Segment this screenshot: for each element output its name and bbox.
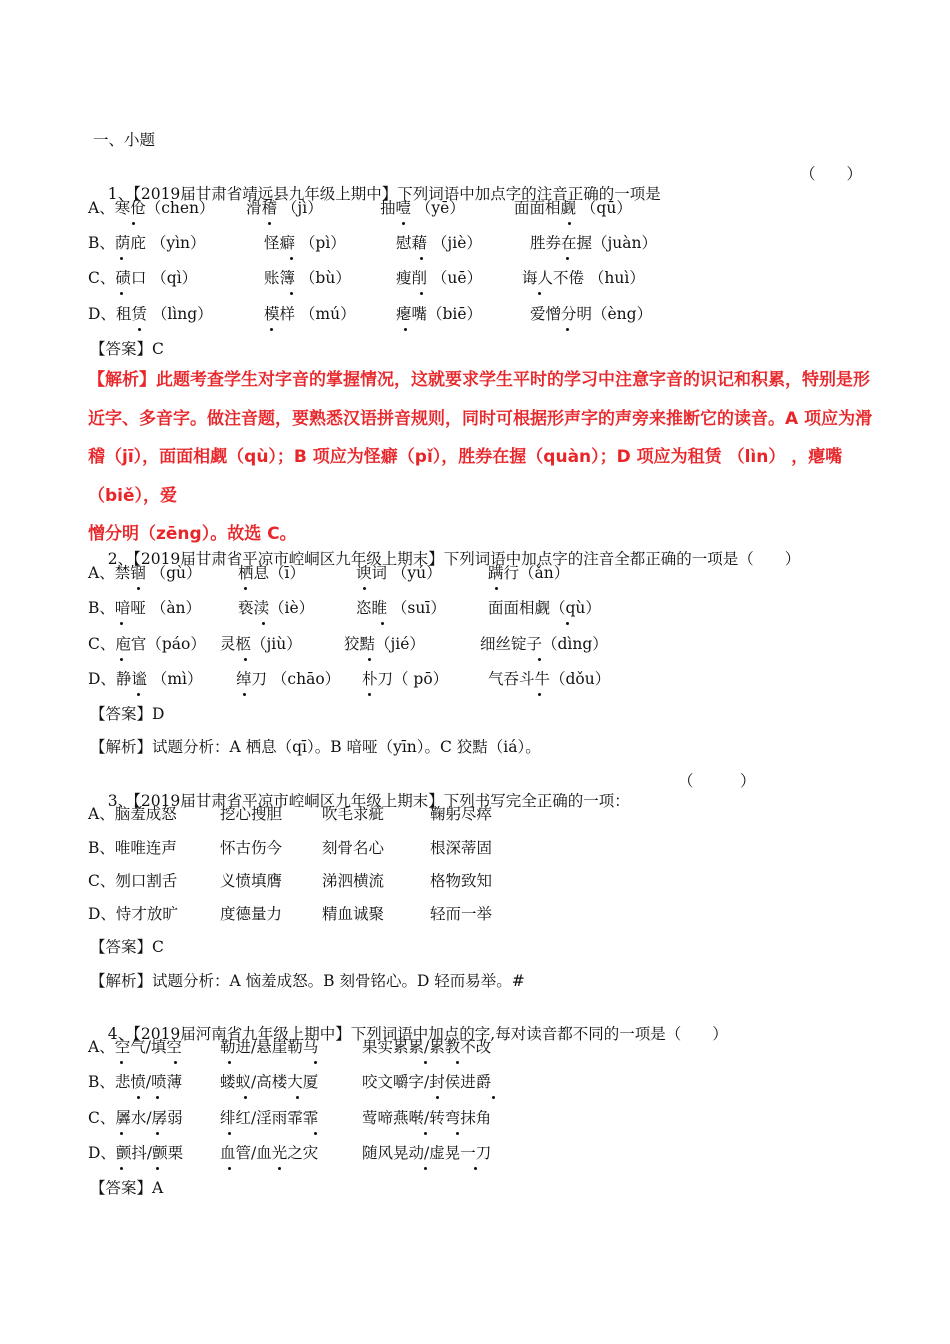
emphasis-dot bbox=[120, 658, 123, 661]
emphasis-dot bbox=[137, 587, 140, 590]
emphasis-dot bbox=[402, 222, 405, 225]
option-item: B、唯唯连声 bbox=[88, 839, 177, 857]
emphasis-dot bbox=[566, 328, 569, 331]
q3-option-c bbox=[88, 871, 868, 893]
option-item: 慰藉 （jiè） bbox=[396, 234, 482, 252]
emphasis-dot bbox=[268, 222, 271, 225]
option-item: 气吞斗牛（dǒu） bbox=[488, 670, 611, 688]
option-item: A、脑羞成怒 bbox=[88, 805, 177, 823]
emphasis-dot bbox=[314, 1061, 317, 1064]
question-source: 【2019届甘肃省平凉市崆峒区九年级上期末】 bbox=[133, 550, 444, 568]
option-item: 绰刀 （chāo） bbox=[236, 670, 341, 688]
emphasis-dot bbox=[137, 1096, 140, 1099]
emphasis-dot bbox=[156, 1167, 159, 1170]
emphasis-dot bbox=[436, 1096, 439, 1099]
option-item: 涕泗横流 bbox=[322, 872, 385, 890]
emphasis-dot bbox=[244, 587, 247, 590]
emphasis-dot bbox=[290, 257, 293, 260]
option-item: 谀词 （yú） bbox=[356, 564, 442, 582]
emphasis-dot bbox=[368, 693, 371, 696]
q1-analysis bbox=[88, 361, 878, 554]
q2-option-b bbox=[88, 598, 868, 620]
question-source: 【2019届甘肃省平凉市崆峒区九年级上期末】 bbox=[133, 792, 444, 810]
q4-option-d bbox=[88, 1143, 868, 1165]
emphasis-dot bbox=[404, 328, 407, 331]
option-item: D、租赁 （lìng） bbox=[88, 305, 213, 323]
emphasis-dot bbox=[568, 222, 571, 225]
emphasis-dot bbox=[270, 328, 273, 331]
q2-option-a bbox=[88, 563, 868, 585]
question-number: 3、 bbox=[107, 792, 134, 810]
option-item: 精血诚聚 bbox=[322, 905, 385, 923]
option-item: 怪癖 （pì） bbox=[264, 234, 346, 252]
option-item: 挖心搜胆 bbox=[220, 805, 283, 823]
question-source: 【2019届甘肃省靖远县九年级上期中】 bbox=[133, 185, 398, 203]
emphasis-dot bbox=[120, 1132, 123, 1135]
q1-option-c bbox=[88, 268, 868, 290]
option-item: 格物致知 bbox=[430, 872, 493, 890]
analysis-line: 憎分明（zēng）。故选 C。 bbox=[88, 524, 297, 544]
option-item: 细丝锭子（dìng） bbox=[480, 635, 608, 653]
emphasis-dot bbox=[566, 622, 569, 625]
emphasis-dot bbox=[424, 1132, 427, 1135]
option-item: 随风晃动/虚晃一刀 bbox=[362, 1144, 492, 1162]
emphasis-dot bbox=[262, 622, 265, 625]
emphasis-dot bbox=[456, 1132, 459, 1135]
emphasis-dot bbox=[120, 257, 123, 260]
q4-option-c bbox=[88, 1108, 868, 1130]
option-item: 瘪嘴（biē） bbox=[396, 305, 483, 323]
option-item: 滑稽 （jì） bbox=[246, 199, 323, 217]
emphasis-dot bbox=[120, 292, 123, 295]
option-item: 果实累累/累教不改 bbox=[362, 1038, 492, 1056]
emphasis-dot bbox=[538, 658, 541, 661]
option-item: 爱憎分明（èng） bbox=[530, 305, 653, 323]
emphasis-dot bbox=[228, 1167, 231, 1170]
emphasis-dot bbox=[424, 1061, 427, 1064]
emphasis-dot bbox=[296, 1096, 299, 1099]
emphasis-dot bbox=[456, 1061, 459, 1064]
question-source: 【2019届河南省九年级上期中】 bbox=[133, 1025, 351, 1043]
emphasis-dot bbox=[538, 693, 541, 696]
q1-option-d bbox=[88, 304, 868, 326]
option-item: 诲人不倦 （huì） bbox=[522, 269, 645, 287]
analysis-line: 【解析】此题考查学生对字音的掌握情况，这就要求学生平时的学习中注意字音的识记和积累，特别是形 bbox=[88, 370, 870, 390]
option-item: 蝼蚁/高楼大厦 bbox=[220, 1073, 319, 1091]
emphasis-dot bbox=[244, 1096, 247, 1099]
option-item: 刻骨名心 bbox=[322, 839, 385, 857]
question-number: 2、 bbox=[107, 550, 134, 568]
option-item: 胜券在握（juàn） bbox=[530, 234, 658, 252]
q2-option-d bbox=[88, 669, 868, 691]
emphasis-dot bbox=[290, 292, 293, 295]
option-item: 鞠躬尽瘁 bbox=[430, 805, 493, 823]
option-item: C、刎口割舌 bbox=[88, 872, 178, 890]
analysis-label: 【解析】 bbox=[88, 370, 156, 390]
option-item: 朴刀（ pō） bbox=[362, 670, 449, 688]
option-item: B、喑哑 （àn） bbox=[88, 599, 202, 617]
emphasis-dot bbox=[368, 658, 371, 661]
emphasis-dot bbox=[132, 222, 135, 225]
option-item: C、庖官（páo） bbox=[88, 635, 206, 653]
question-stem: 下列词语中加点的字,每对读音都不同的一项是（ ） bbox=[350, 1025, 728, 1043]
option-item: 勒进/悬崖勒马 bbox=[220, 1038, 319, 1056]
question-stem: 下列词语中加点字的注音正确的一项是 bbox=[397, 185, 661, 203]
emphasis-dot bbox=[278, 1167, 281, 1170]
question-number: 4、 bbox=[107, 1025, 134, 1043]
option-item: 模样 （mú） bbox=[264, 305, 356, 323]
answer-parentheses: （ ） bbox=[800, 165, 863, 183]
emphasis-dot bbox=[495, 587, 498, 590]
option-item: 绯红/淫雨霏霏 bbox=[220, 1109, 319, 1127]
emphasis-dot bbox=[228, 1061, 231, 1064]
option-item: D、静谧 （mì） bbox=[88, 670, 203, 688]
option-item: 度德量力 bbox=[220, 905, 283, 923]
option-item: C、碛口 （qì） bbox=[88, 269, 198, 287]
emphasis-dot bbox=[174, 1061, 177, 1064]
option-item: 面面相觑（qù） bbox=[488, 599, 601, 617]
option-item: 吹毛求疵 bbox=[322, 805, 385, 823]
option-item: 狡黠（jié） bbox=[344, 635, 425, 653]
analysis-line: 稽（jī），面面相觑（qù）；B 项应为怪癖（pǐ），胜券在握（quàn）；D 项应为租赁 （lìn） ，瘪嘴（biě），爱 bbox=[88, 447, 843, 506]
emphasis-dot bbox=[381, 622, 384, 625]
option-item: B、悲愤/喷薄 bbox=[88, 1073, 183, 1091]
option-item: A、空气/填空 bbox=[88, 1038, 182, 1056]
emphasis-dot bbox=[474, 1167, 477, 1170]
emphasis-dot bbox=[243, 693, 246, 696]
option-item: B、荫庇 （yìn） bbox=[88, 234, 206, 252]
analysis-line: 近字、多音字。做注音题，要熟悉汉语拼音规则，同时可根据形声字的声旁来推断它的读音。A 项应为滑 bbox=[88, 408, 873, 429]
q2-analysis: 【解析】试题分析：A 栖息（qī）。B 喑哑（yīn）。C 狡黠（iá）。 bbox=[90, 738, 541, 756]
emphasis-dot bbox=[228, 1132, 231, 1135]
emphasis-dot bbox=[156, 1096, 159, 1099]
emphasis-dot bbox=[120, 622, 123, 625]
option-item: 瘦削 （uē） bbox=[396, 269, 483, 287]
q4-answer: 【答案】A bbox=[90, 1179, 164, 1197]
option-item: C、羼水/孱弱 bbox=[88, 1109, 183, 1127]
option-item: 根深蒂固 bbox=[430, 839, 493, 857]
q3-option-a bbox=[88, 804, 868, 826]
q1-option-b bbox=[88, 233, 868, 255]
q2-option-c bbox=[88, 634, 868, 656]
emphasis-dot bbox=[363, 587, 366, 590]
q3-option-b bbox=[88, 838, 868, 860]
option-item: 面面相觑 （qū） bbox=[514, 199, 632, 217]
emphasis-dot bbox=[420, 257, 423, 260]
q3-option-d bbox=[88, 904, 868, 926]
option-item: 抽噎 （yē） bbox=[380, 199, 465, 217]
option-item: 莺啼燕啭/转弯抹角 bbox=[362, 1109, 492, 1127]
option-item: D、恃才放旷 bbox=[88, 905, 178, 923]
q3-answer: 【答案】C bbox=[90, 938, 164, 956]
emphasis-dot bbox=[156, 1132, 159, 1135]
option-item: 怀古伤今 bbox=[220, 839, 283, 857]
emphasis-dot bbox=[492, 1096, 495, 1099]
emphasis-dot bbox=[314, 1132, 317, 1135]
option-item: A、禁锢 （gù） bbox=[88, 564, 202, 582]
emphasis-dot bbox=[566, 257, 569, 260]
option-item: 蹒行（ǎn） bbox=[488, 564, 570, 582]
question-stem: 下列词语中加点字的注音全都正确的一项是（ ） bbox=[443, 550, 801, 568]
option-item: A、寒伧（chen） bbox=[88, 199, 215, 217]
option-item: 轻而一举 bbox=[430, 905, 493, 923]
q2-answer: 【答案】D bbox=[90, 705, 165, 723]
emphasis-dot bbox=[120, 1061, 123, 1064]
emphasis-dot bbox=[420, 292, 423, 295]
option-item: 账簿 （bù） bbox=[264, 269, 351, 287]
q1-option-a bbox=[88, 198, 868, 220]
option-item: 血管/血光之灾 bbox=[220, 1144, 319, 1162]
answer-parentheses: （ ） bbox=[678, 772, 756, 790]
emphasis-dot bbox=[138, 328, 141, 331]
emphasis-dot bbox=[538, 292, 541, 295]
q3-analysis: 【解析】试题分析：A 恼羞成怒。B 刻骨铭心。D 轻而易举。# bbox=[90, 972, 525, 990]
q4-option-b bbox=[88, 1072, 868, 1094]
option-item: 义愤填膺 bbox=[220, 872, 283, 890]
emphasis-dot bbox=[120, 1167, 123, 1170]
emphasis-dot bbox=[424, 1167, 427, 1170]
option-item: 亵渎（iè） bbox=[238, 599, 315, 617]
option-item: 灵柩（jiù） bbox=[220, 635, 302, 653]
option-item: 栖息（ī） bbox=[238, 564, 305, 582]
option-item: 咬文嚼字/封侯进爵 bbox=[362, 1073, 492, 1091]
emphasis-dot bbox=[137, 693, 140, 696]
question-number: 1、 bbox=[107, 185, 134, 203]
section-heading: 一、小题 bbox=[93, 131, 156, 149]
q1-answer: 【答案】C bbox=[90, 340, 164, 358]
option-item: 恣睢 （suī） bbox=[356, 599, 446, 617]
question-stem: 下列书写完全正确的一项： bbox=[443, 792, 630, 810]
q4-option-a bbox=[88, 1037, 868, 1059]
option-item: D、颤抖/颤栗 bbox=[88, 1144, 184, 1162]
emphasis-dot bbox=[244, 658, 247, 661]
